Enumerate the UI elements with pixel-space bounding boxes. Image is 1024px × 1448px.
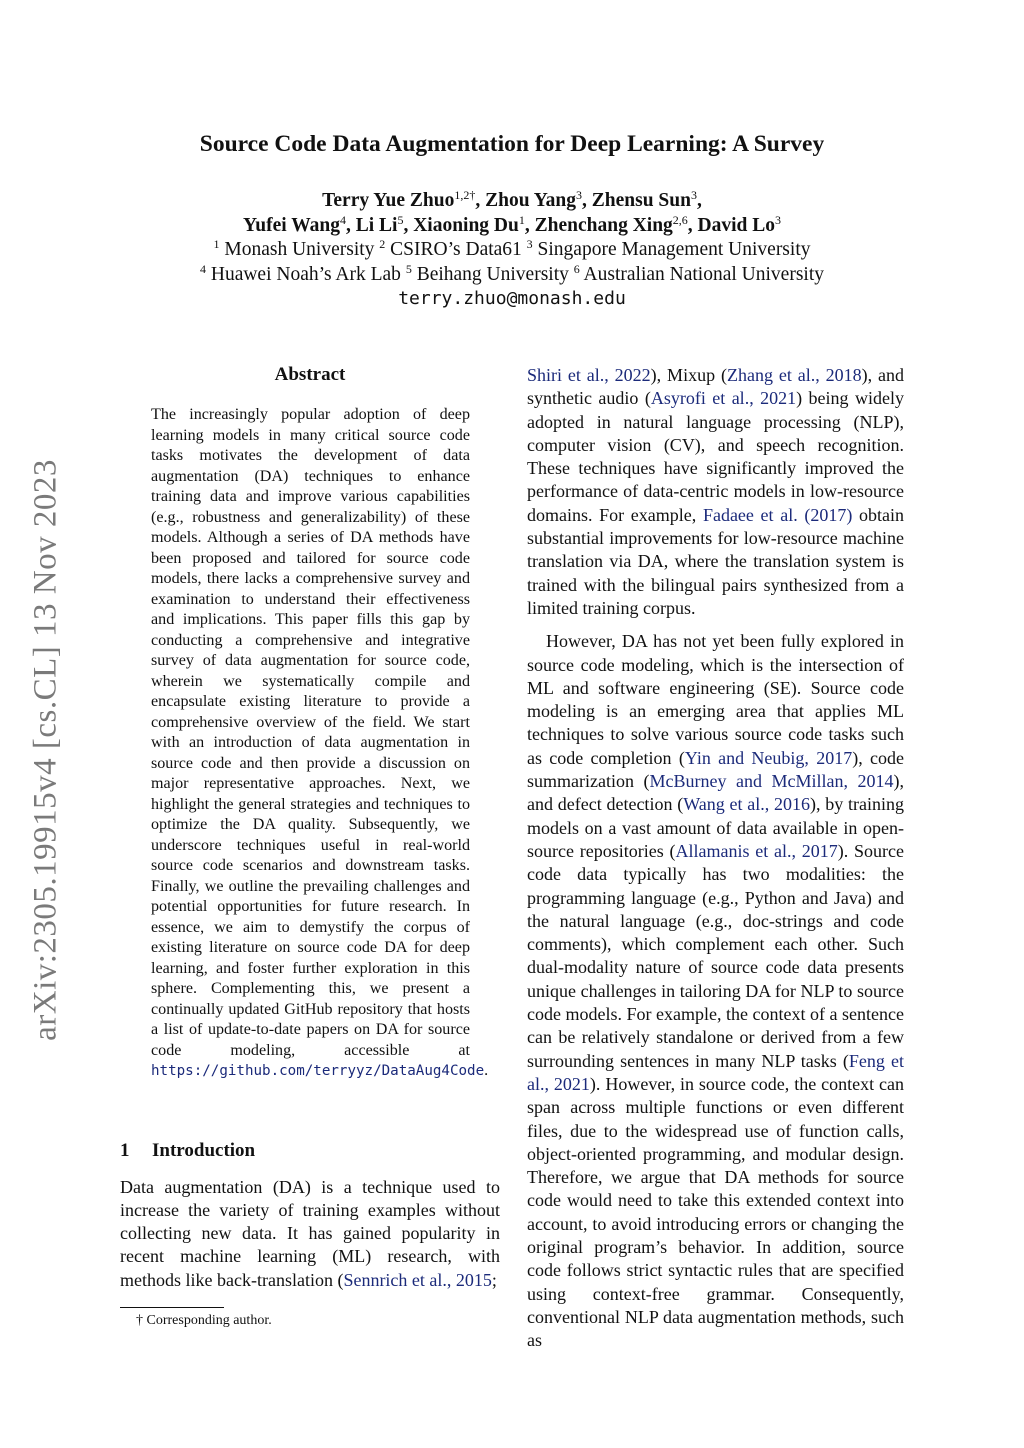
intro-paragraph-1 xyxy=(120,1176,500,1292)
contact-email: terry.zhuo@monash.edu xyxy=(398,288,626,309)
author-block xyxy=(0,189,1024,312)
right-paragraph-2 xyxy=(527,630,904,1352)
affiliation-name: CSIRO’s Data61 xyxy=(385,239,527,260)
author-separator: , xyxy=(475,190,486,211)
author-affiliation-mark: 1 xyxy=(518,212,525,227)
author-affiliation-mark: 2,6 xyxy=(672,212,688,227)
text-run: ), Mixup ( xyxy=(650,365,727,385)
text-run: Data augmentation (DA) is a technique used to increase the variety of training examples without collecting new data. It has gained popularity in recent machine learning (ML) research, with methods like back-translation ( xyxy=(120,1176,500,1290)
section-title: Introduction xyxy=(152,1139,256,1161)
text-run: ). Source code data typically has two modalities: the programming language (e.g., Python and Java) and the natural language (e.g., doc-strings and code comments), which complement each other. Such dual-modality nature of source code data presents unique challenges in tailoring DA for NLP to source code models. For example, the context of a sentence can be relatively standalone or derived from a few surrounding sentences in many NLP tasks ( xyxy=(527,840,904,1071)
citation-link[interactable]: Shiri et al., 2022 xyxy=(527,365,651,385)
affiliation-name: Huawei Noah’s Ark Lab xyxy=(205,263,406,285)
citation-link[interactable]: Allamanis et al., 2017 xyxy=(675,840,838,861)
author-affiliation-mark: 4 xyxy=(339,212,346,227)
affiliation-name: Monash University xyxy=(219,239,380,260)
footnote: † Corresponding author. xyxy=(136,1313,272,1328)
author-name: David Lo xyxy=(697,214,776,236)
author-affiliation-mark: 5 xyxy=(397,212,404,227)
citation-link[interactable]: Fadaee et al. (2017) xyxy=(702,504,853,525)
author-separator: , xyxy=(345,214,356,236)
author-name: Terry Yue Zhuo xyxy=(322,190,455,211)
author-name: Zhensu Sun xyxy=(591,190,691,211)
arxiv-identifier: arXiv:2305.19915v4 [cs.CL] 13 Nov 2023 xyxy=(27,459,64,1041)
abstract-heading: Abstract xyxy=(274,364,346,385)
right-paragraph-1 xyxy=(527,364,904,620)
arxiv-sidebar xyxy=(22,440,70,1060)
text-run: ), code summarization ( xyxy=(527,747,904,792)
affiliation-number: 1 xyxy=(213,237,220,251)
citation-link[interactable]: Yin and Neubig, 2017 xyxy=(684,747,853,768)
text-run: ). However, in source code, the context can span across multiple functions or even different files, due to the widespread use of function calls, object-oriented programming, and modular design. Therefore, we argue that DA methods for source code would need to take this extended context into account, to avoid introducing errors or changing the original program’s behavior. In addition, source code follows strict syntactic rules that are specified using context-free grammar. Consequently, conventional NLP data augmentation methods, such as xyxy=(527,1073,904,1351)
paper-title: Source Code Data Augmentation for Deep Learning: A Survey xyxy=(199,131,825,157)
text-run: obtain substantial improvements for low-resource machine translation via DA, where the translation system is trained with the bilingual pairs synthesized from a limited training corpus. xyxy=(527,504,904,618)
footnote-rule xyxy=(120,1307,224,1308)
affiliation-number: 6 xyxy=(573,261,580,276)
abstract-body xyxy=(151,405,489,1082)
author-separator: , xyxy=(524,214,535,236)
text-run: ), by training models on a vast amount of data available in open-source repositories ( xyxy=(527,794,904,861)
text-run: However, DA has not yet been fully explored in source code modeling, which is the intersection of ML and software engineering (SE). Source code modeling is an emerging area that applies ML techniques to solve various source code tasks such as code completion ( xyxy=(527,631,904,768)
section-heading-introduction xyxy=(120,1140,500,1162)
abstract-end: . xyxy=(484,1062,489,1079)
github-link[interactable]: https://github.com/terryyz/DataAug4Code xyxy=(151,1063,485,1079)
affiliation-number: 3 xyxy=(526,237,533,251)
text-run: ) being widely adopted in natural language processing (NLP), computer vision (CV), and speech recognition. These techniques have significantly improved the performance of data-centric models in low-resource domains. For example, xyxy=(527,388,904,525)
author-name: Xiaoning Du xyxy=(413,214,519,236)
author-affiliation-mark: 3 xyxy=(775,212,782,227)
author-affiliation-mark: 3 xyxy=(576,188,582,202)
author-affiliation-mark: 3 xyxy=(690,188,697,202)
author-name: Yufei Wang xyxy=(242,214,340,236)
author-name: Li Li xyxy=(355,214,398,236)
affiliation-name: Singapore Management University xyxy=(532,239,811,260)
authors-line-1 xyxy=(0,189,1024,214)
abstract-text: The increasingly popular adoption of deep learning models in many critical source code tasks motivates the development of data augmentation (DA) techniques to enhance training data and improve various capabilities (e.g., robustness and generalizability) of these models. Although a series of DA methods have been proposed and tailored for source code models, there lacks a comprehensive survey and examination to understand their effectiveness and implications. This paper fills this gap by conducting a comprehensive and integrative survey of data augmentation for source code, wherein we systematically compile and encapsulate existing literature to provide a comprehensive overview of the field. We start with an introduction of data augmentation in source code and then provide a discussion on major representative approaches. Next, we highlight the general strategies and techniques to optimize the DA quality. Subsequently, we underscore techniques useful in real-world source code scenarios and downstream tasks. Finally, we outline the prevailing challenges and potential opportunities for future research. In essence, we aim to demystify the corpus of existing literature on source code DA for deep learning, and foster further exploration in this sphere. Complementing this, we present a continually updated GitHub repository that hosts a list of update-to-date papers on DA for source code modeling, accessible at xyxy=(151,406,470,1059)
citation-link[interactable]: Feng et al., 2021 xyxy=(527,1050,904,1094)
authors-line-2 xyxy=(0,214,1024,239)
citation-link[interactable]: Asyrofi et al., 2021 xyxy=(650,388,797,409)
author-separator: , xyxy=(403,214,414,236)
citation-link[interactable]: Sennrich et al., 2015 xyxy=(343,1269,492,1290)
author-name: Zhou Yang xyxy=(485,190,576,211)
affiliation-name: Beihang University xyxy=(411,263,574,285)
affiliations-line-1 xyxy=(0,238,1024,263)
affiliations-line-2 xyxy=(0,263,1024,288)
citation-link[interactable]: Wang et al., 2016 xyxy=(683,794,810,815)
author-separator: , xyxy=(687,214,698,236)
right-column xyxy=(527,364,904,1352)
text-run: ), and synthetic audio ( xyxy=(527,365,905,409)
citation-link[interactable]: Zhang et al., 2018 xyxy=(726,365,862,385)
citation-link[interactable]: McBurney and McMillan, 2014 xyxy=(649,771,894,792)
text-run: ; xyxy=(491,1269,497,1290)
left-column xyxy=(120,364,500,1292)
affiliation-number: 5 xyxy=(405,261,412,276)
affiliation-number: 2 xyxy=(379,237,386,251)
affiliation-name: Australian National University xyxy=(579,263,824,285)
author-separator: , xyxy=(582,190,592,211)
author-affiliation-mark: 1,2† xyxy=(454,188,476,202)
author-name: Zhenchang Xing xyxy=(534,214,673,236)
text-run: ), and defect detection ( xyxy=(527,771,904,815)
affiliation-number: 4 xyxy=(199,261,206,276)
section-number: 1 xyxy=(120,1139,130,1161)
author-separator: , xyxy=(696,190,702,211)
